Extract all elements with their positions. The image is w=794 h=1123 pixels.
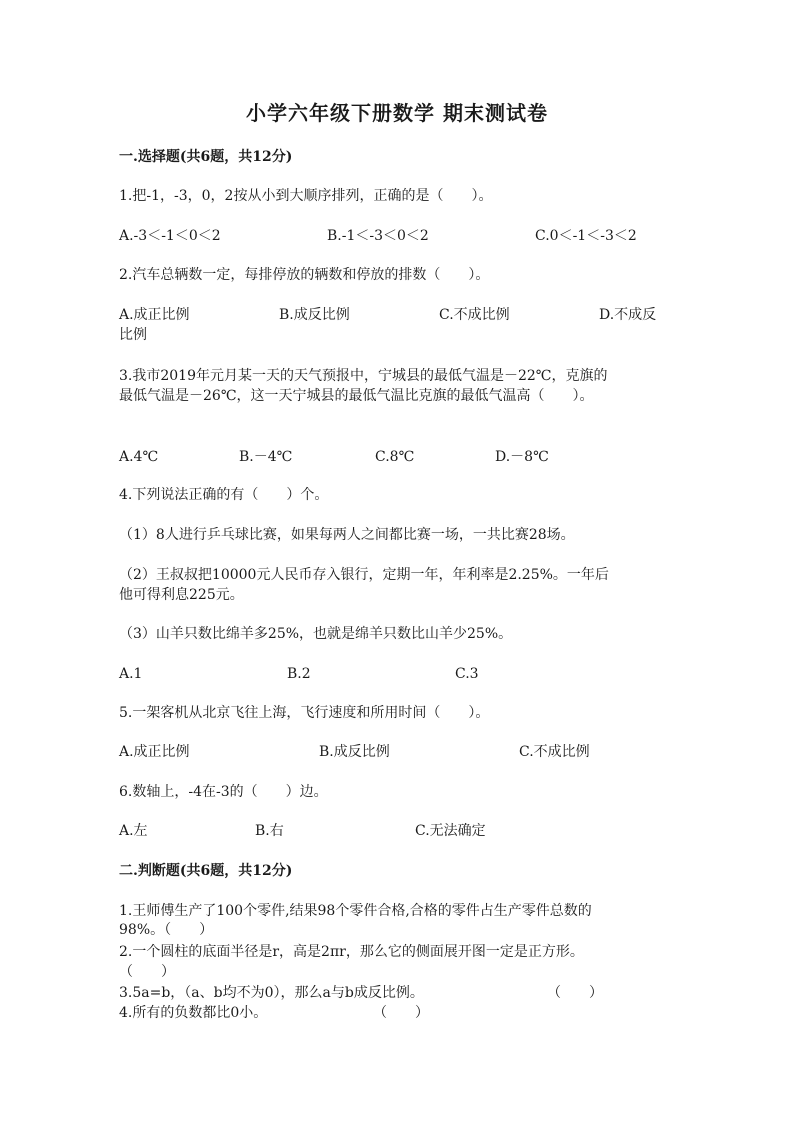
judgement-3: 3.5a=b，（a、b均不为0），那么a与b成反比例。 [119, 985, 424, 1001]
judgement-1-line-2: 98%。（ ） [119, 922, 214, 938]
q4-option-c[interactable]: C.3 [455, 666, 479, 682]
question-5: 5.一架客机从北京飞往上海，飞行速度和所用时间（ ）。 [119, 705, 490, 721]
q5-option-a[interactable]: A.成正比例 [119, 744, 190, 760]
question-2: 2.汽车总辆数一定，每排停放的辆数和停放的排数（ ）。 [119, 267, 490, 283]
q6-option-c[interactable]: C.无法确定 [415, 823, 486, 839]
q4-statement-2-line-1: （2）王叔叔把10000元人民币存入银行，定期一年，年利率是2.25%。一年后 [119, 567, 609, 583]
judgement-4-answer[interactable]: （ ） [373, 1005, 429, 1021]
question-4: 4.下列说法正确的有（ ）个。 [119, 487, 329, 503]
q2-option-b[interactable]: B.成反比例 [279, 307, 350, 323]
question-6: 6.数轴上，-4在-3的（ ）边。 [119, 784, 328, 800]
q1-option-c[interactable]: C.0＜-1＜-3＜2 [535, 228, 637, 244]
q4-statement-2-line-2: 他可得利息225元。 [119, 587, 244, 603]
q4-statement-3: （3）山羊只数比绵羊多25%，也就是绵羊只数比山羊少25%。 [119, 626, 513, 642]
question-3-line-2: 最低气温是－26℃，这一天宁城县的最低气温比克旗的最低气温高（ ）。 [119, 388, 594, 404]
q3-option-a[interactable]: A.4℃ [119, 449, 159, 465]
q1-option-a[interactable]: A.-3＜-1＜0＜2 [119, 228, 221, 244]
q2-option-d-wrap: 比例 [119, 327, 147, 343]
judgement-4: 4.所有的负数都比0小。 [119, 1005, 268, 1021]
page-title: 小学六年级下册数学 期末测试卷 [246, 101, 548, 125]
q3-option-d[interactable]: D.－8℃ [495, 449, 549, 465]
judgement-3-answer[interactable]: （ ） [547, 985, 603, 1001]
q5-option-c[interactable]: C.不成比例 [519, 744, 590, 760]
q6-option-b[interactable]: B.右 [255, 823, 284, 839]
q5-option-b[interactable]: B.成反比例 [319, 744, 390, 760]
q4-statement-1: （1）8人进行乒乓球比赛，如果每两人之间都比赛一场，一共比赛28场。 [119, 527, 575, 543]
question-3-line-1: 3.我市2019年元月某一天的天气预报中，宁城县的最低气温是－22℃，克旗的 [119, 368, 608, 384]
q2-option-a[interactable]: A.成正比例 [119, 307, 190, 323]
judgement-2-line-2: （ ） [119, 964, 175, 980]
q3-option-b[interactable]: B.－4℃ [239, 449, 293, 465]
q2-option-c[interactable]: C.不成比例 [439, 307, 510, 323]
judgement-1-line-1: 1.王师傅生产了100个零件,结果98个零件合格,合格的零件占生产零件总数的 [119, 903, 592, 919]
section-heading-choice: 一.选择题(共6题，共12分) [119, 149, 293, 165]
judgement-2-line-1: 2.一个圆柱的底面半径是r，高是2πr，那么它的侧面展开图一定是正方形。 [119, 944, 584, 960]
question-1: 1.把-1，-3，0，2按从小到大顺序排列，正确的是（ ）。 [119, 188, 493, 204]
q6-option-a[interactable]: A.左 [119, 823, 148, 839]
q4-option-a[interactable]: A.1 [119, 666, 143, 682]
section-heading-judgement: 二.判断题(共6题，共12分) [119, 863, 293, 879]
q4-option-b[interactable]: B.2 [287, 666, 311, 682]
q3-option-c[interactable]: C.8℃ [375, 449, 415, 465]
q2-option-d[interactable]: D.不成反 [599, 307, 657, 323]
q1-option-b[interactable]: B.-1＜-3＜0＜2 [327, 228, 429, 244]
